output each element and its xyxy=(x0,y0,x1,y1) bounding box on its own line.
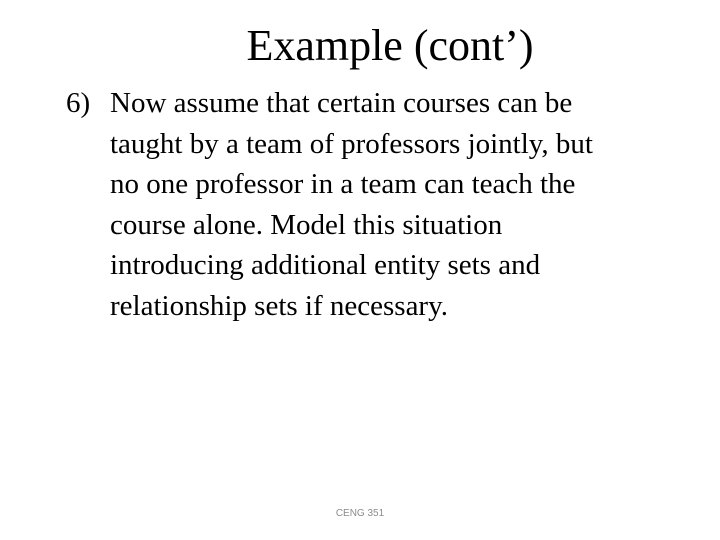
item-text-line: no one professor in a team can teach the xyxy=(110,168,576,200)
item-text-line: introducing additional entity sets and xyxy=(110,249,541,281)
item-text-line: Now assume that certain courses can be xyxy=(110,87,573,119)
footer-text: CENG 351 xyxy=(335,508,385,519)
item-number: 6) xyxy=(66,87,91,119)
slide-title: Example (cont’) xyxy=(246,21,534,70)
item-text xyxy=(110,83,686,326)
item-text-line: relationship sets if necessary. xyxy=(110,289,448,322)
item-text-line: taught by a team of professors jointly, but xyxy=(110,127,593,160)
item-text-line: course alone. Model this situation xyxy=(110,208,503,241)
